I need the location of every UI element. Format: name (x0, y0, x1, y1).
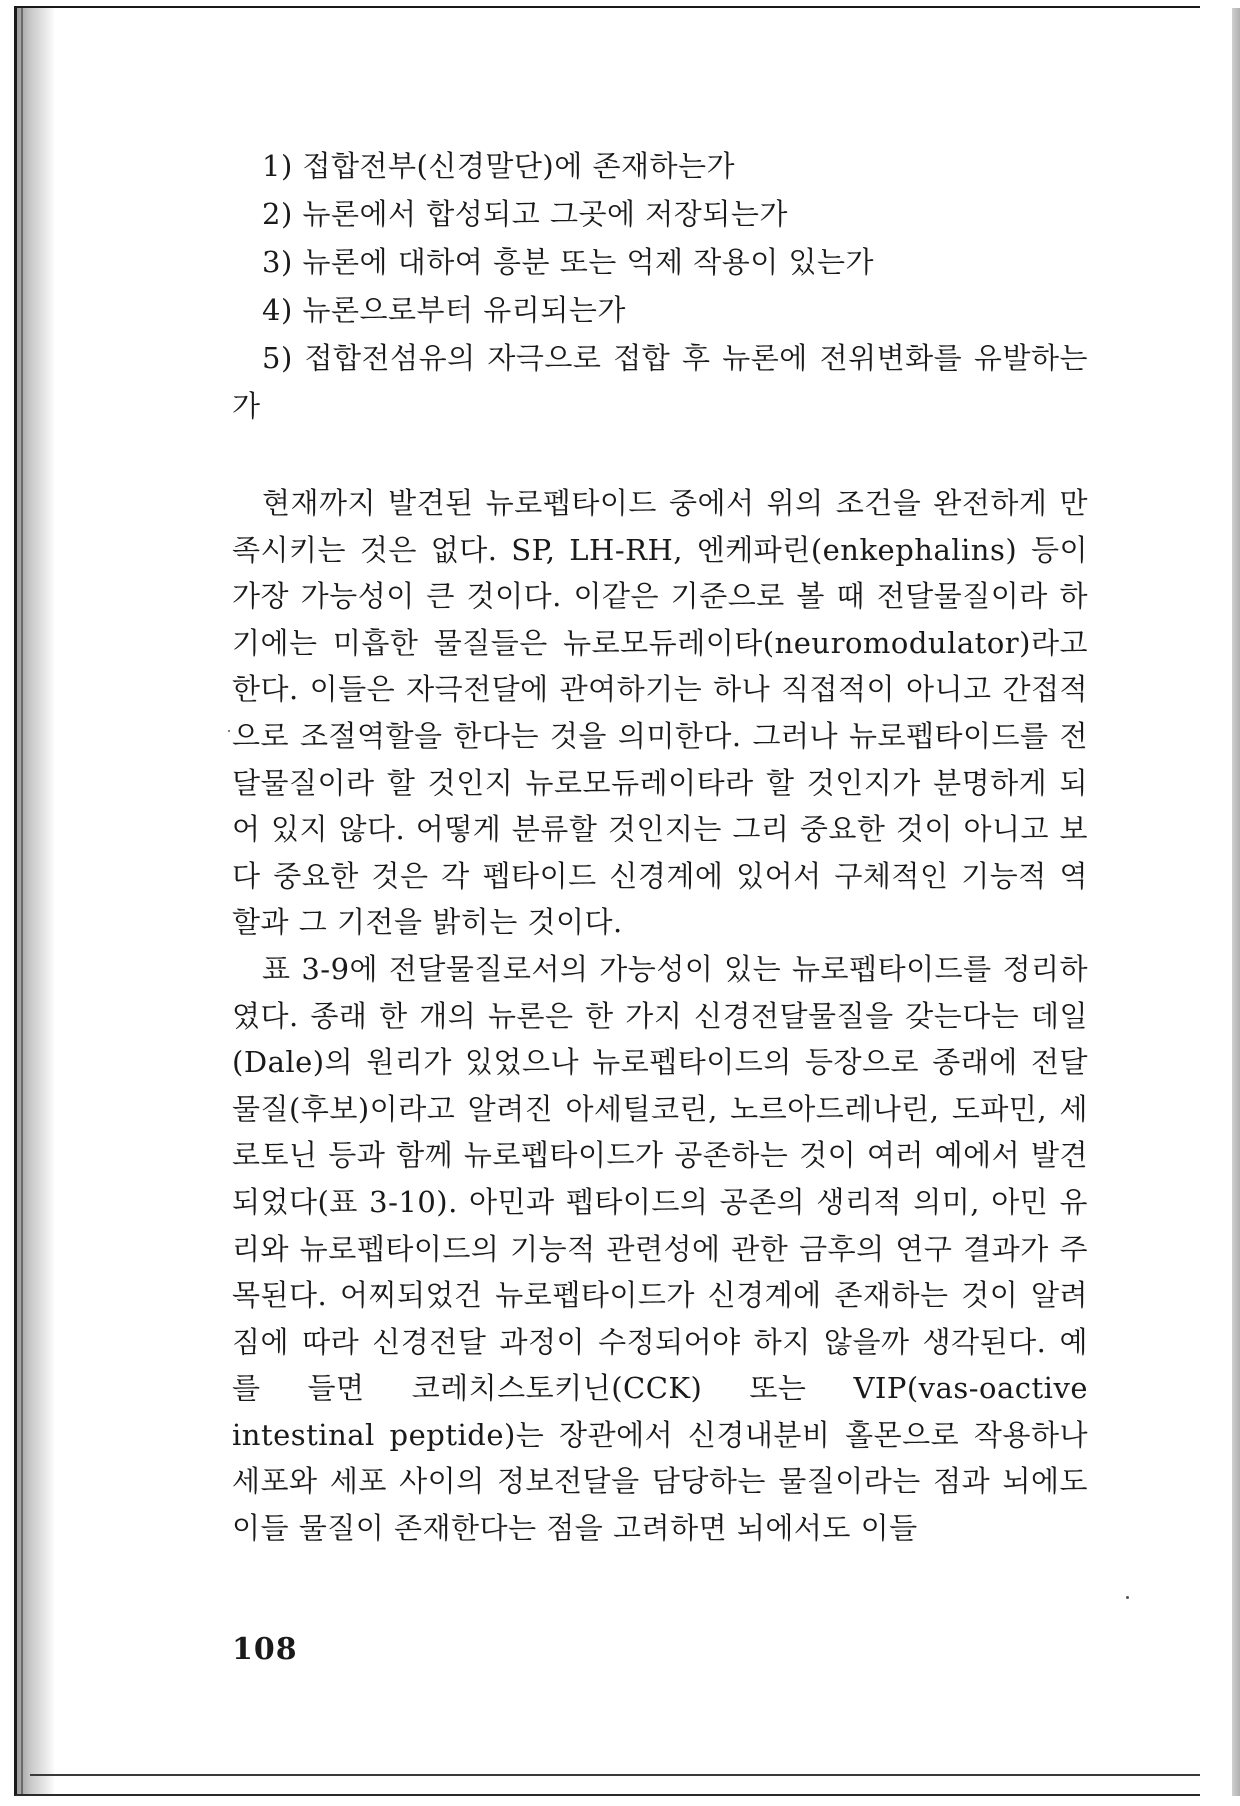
page-body (232, 142, 1088, 1552)
criteria-item-3: 3) 뉴론에 대하여 흥분 또는 억제 작용이 있는가 (262, 245, 875, 279)
page-number: 108 (232, 1632, 298, 1667)
page-stack-shadow (1232, 8, 1240, 1796)
body-paragraph-1: 현재까지 발견된 뉴로펩타이드 중에서 위의 조건을 완전하게 만족시키는 것은 없다. SP, LH-RH, 엔케파린(enkephalins) 등이 가장 가능성이 큰 것이다. 이같은 기준으로 볼 때 전달물질이라 하기에는 미흡한 물질들은 뉴로모듀레이타(neuromodulator)라고 한다. 이들은 자극전달에 관여하기는 하나 직접적이 아니고 간접적으로 조절역할을 한다는 것을 의미한다. 그러나 뉴로펩타이드를 전달물질이라 할 것인지 뉴로모듀레이타라 할 것인지가 분명하게 되어 있지 않다. 어떻게 분류할 것인지는 그리 중요한 것이 아니고 보다 중요한 것은 각 펩타이드 신경계에 있어서 구체적인 기능적 역할과 그 기전을 밝히는 것이다. (232, 486, 1088, 940)
body-paragraph-2: 표 3-9에 전달물질로서의 가능성이 있는 뉴로펩타이드를 정리하였다. 종래 한 개의 뉴론은 한 가지 신경전달물질을 갖는다는 데일(Dale)의 원리가 있었으나 뉴로펩타이드의 등장으로 종래에 전달물질(후보)이라고 알려진 아세틸코린, 노르아드레나린, 도파민, 세로토닌 등과 함께 뉴로펩타이드가 공존하는 것이 여러 예에서 발견되었다(표 3-10). 아민과 펩타이드의 공존의 생리적 의미, 아민 유리와 뉴로펩타이드의 기능적 관련성에 관한 금후의 연구 결과가 주목된다. 어찌되었건 뉴로펩타이드가 신경계에 존재하는 것이 알려짐에 따라 신경전달 과정이 수정되어야 하지 않을까 생각된다. 예를 들면 코레치스토키닌(CCK) 또는 VIP(vas-oactive intestinal peptide)는 장관에서 신경내분비 홀몬으로 작용하나 세포와 세포 사이의 정보전달을 담당하는 물질이라는 점과 뇌에도 이들 물질이 존재한다는 점을 고려하면 뇌에서도 이들 (232, 951, 1088, 1546)
criteria-item-5: 5) 접합전섬유의 자극으로 접합 후 뉴론에 전위변화를 유발하는가 (232, 341, 1088, 423)
criteria-item-1: 1) 접합전부(신경말단)에 존재하는가 (262, 149, 736, 183)
page-bottom-edge (30, 1774, 1200, 1776)
spine-edge (21, 8, 23, 1794)
criteria-item-2: 2) 뉴론에서 합성되고 그곳에 저장되는가 (262, 197, 788, 231)
criteria-item-4: 4) 뉴론으로부터 유리되는가 (262, 293, 626, 327)
scan-speck (228, 730, 230, 732)
scan-speck (1126, 1596, 1129, 1599)
section-gap (232, 430, 1088, 480)
